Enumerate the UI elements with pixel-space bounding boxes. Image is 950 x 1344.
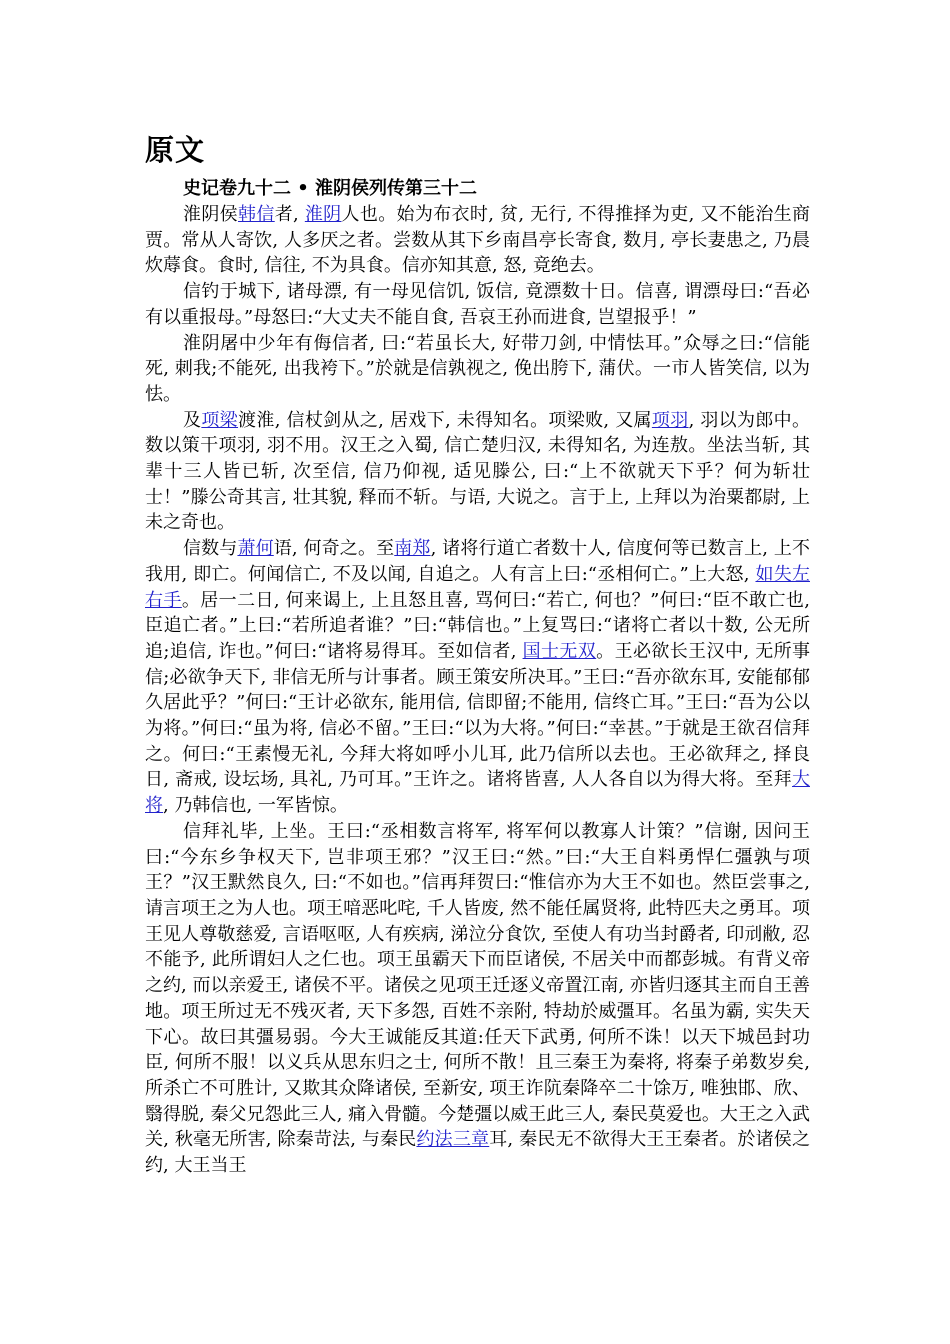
chapter-subtitle: 史记卷九十二 • 淮阴侯列传第三十二 [183, 178, 478, 199]
hyperlink[interactable]: 项梁 [201, 409, 239, 431]
page-title: 原文 [145, 133, 206, 167]
text-run: 及 [183, 409, 202, 431]
text-run: , 羽以为郎中。数以策干项羽, 羽不用。汉王之入蜀, 信亡楚归汉, 未得知名, 为连敖。坐法当斩, 其辈十三人皆已斩, 次至信, 信乃仰视, 适见滕公, 曰:“上不欲就天下乎？何为斩壮士！”滕公奇其言, 壮其貌, 释而不斩。与语, 大说之。言于上, 上拜以为治粟都尉, 上未之奇也。 [145, 409, 811, 534]
document-body [145, 202, 810, 1179]
text-run: 信拜礼毕, 上坐。王曰:“丞相数言将军, 将军何以教寡人计策？”信谢, 因问王曰:“今东乡争权天下, 岂非项王邪？”汉王曰:“然。”曰:“大王自料勇悍仁彊孰与项王？”汉王默然良久, 曰:“不如也。”信再拜贺曰:“惟信亦为大王不如也。然臣尝事之, 请言项王之为人也。项王喑恶叱咤, 千人皆废, 然不能任属贤将, 此特匹夫之勇耳。项王见人尊敬慈爱, 言语呕呕, 人有疾病, 涕泣分食饮, 至使人有功当封爵者, 印刓敝, 忍不能予, 此所谓妇人之仁也。项王虽霸天下而臣诸侯, 不居关中而都彭城。有背义帝之约, 而以亲爱王, 诸侯不平。诸侯之见项王迁逐义帝置江南, 亦皆归逐其主而自王善地。项王所过无不残灭者, 天下多怨, 百姓不亲附, 特劫於威彊耳。名虽为霸, 实失天下心。故曰其彊易弱。今大王诚能反其道:任天下武勇, 何所不诛！以天下城邑封功臣, 何所不服！以义兵从思东归之士, 何所不散！且三秦王为秦将, 将秦子弟数岁矣, 所杀亡不可胜计, 又欺其众降诸侯, 至新安, 项王诈阬秦降卒二十馀万, 唯独邯、欣、翳得脱, 秦父兄怨此三人, 痛入骨髓。今楚彊以威王此三人, 秦民莫爱也。大王之入武关, 秋毫无所害, 除秦苛法, 与秦民 [145, 820, 810, 1151]
text-run: 耳, 秦民无不欲得大王王秦者。於诸侯之约, 大王当王 [145, 1129, 810, 1177]
text-run: 语, 何奇之。至 [273, 538, 395, 560]
hyperlink[interactable]: 韩信 [238, 204, 275, 225]
paragraph [145, 819, 810, 1179]
paragraph [145, 408, 810, 537]
text-run: 人也。始为布衣时, 贫, 无行, 不得推择为吏, 又不能治生商贾。常从人寄饮, 人多厌之者。尝数从其下乡南昌亭长寄食, 数月, 亭长妻患之, 乃晨炊蓐食。食时, 信往, 不为具食。信亦知其意, 怒, 竟绝去。 [145, 204, 811, 277]
paragraph [145, 202, 810, 279]
hyperlink[interactable]: 淮阴 [304, 204, 342, 225]
text-run: 淮阴侯 [183, 204, 239, 225]
paragraph [145, 331, 810, 408]
text-run: 信钓于城下, 诸母漂, 有一母见信饥, 饭信, 竟漂数十日。信喜, 谓漂母曰:“吾必有以重报母。”母怒曰:“大丈夫不能自食, 吾哀王孙而进食, 岂望报乎！” [145, 281, 810, 328]
hyperlink[interactable]: 大将 [145, 769, 810, 817]
hyperlink[interactable]: 项羽 [651, 409, 689, 431]
text-run: 渡淮, 信杖剑从之, 居戏下, 未得知名。项梁败, 又属 [238, 409, 652, 431]
text-run: 。居一二日, 何来谒上, 上且怒且喜, 骂何曰:“若亡, 何也？”何曰:“臣不敢亡也, 臣追亡者。”上曰:“若所追者谁？”曰:“韩信也。”上复骂曰:“诸将亡者以十数, 公无所追;追信, 诈也。”何曰:“诸将易得耳。至如信者, [145, 589, 811, 662]
text-run: 者, [274, 204, 305, 225]
hyperlink[interactable]: 如失左右手 [145, 563, 810, 611]
text-run: , 诸将行道亡者数十人, 信度何等已数言上, 上不我用, 即亡。何闻信亡, 不及以闻, 自追之。人有言上曰:“丞相何亡。”上大怒, [145, 538, 811, 585]
text-run: , 乃韩信也, 一军皆惊。 [163, 795, 348, 817]
paragraph [145, 536, 810, 819]
hyperlink[interactable]: 约法三章 [416, 1129, 490, 1151]
hyperlink[interactable]: 国士无双 [522, 640, 597, 662]
hyperlink[interactable]: 萧何 [237, 538, 274, 560]
text-run: 信数与 [183, 538, 238, 560]
text-run: 。王必欲长王汉中, 无所事信;必欲争天下, 非信无所与计事者。顾王策安所决耳。”王曰:“吾亦欲东耳, 安能郁郁久居此乎？”何曰:“王计必欲东, 能用信, 信即留;不能用, 信终亡耳。”王曰:“吾为公以为将。”何曰:“虽为将, 信必不留。”王曰:“以为大将。”何曰:“幸甚。”于就是王欲召信拜之。何曰:“王素慢无礼, 今拜大将如呼小儿耳, 此乃信所以去也。王必欲拜之, 择良日, 斋戒, 设坛场, 具礼, 乃可耳。”王许之。诸将皆喜, 人人各自以为得大将。至拜 [145, 640, 810, 791]
paragraph [145, 279, 810, 330]
hyperlink[interactable]: 南郑 [394, 538, 431, 560]
document-page [145, 130, 810, 1179]
text-run: 淮阴屠中少年有侮信者, 曰:“若虽长大, 好带刀剑, 中情怯耳。”众辱之曰:“信能死, 刺我;不能死, 出我袴下。”於就是信孰视之, 俛出胯下, 蒲伏。一市人皆笑信, 以为怯。 [145, 332, 810, 405]
